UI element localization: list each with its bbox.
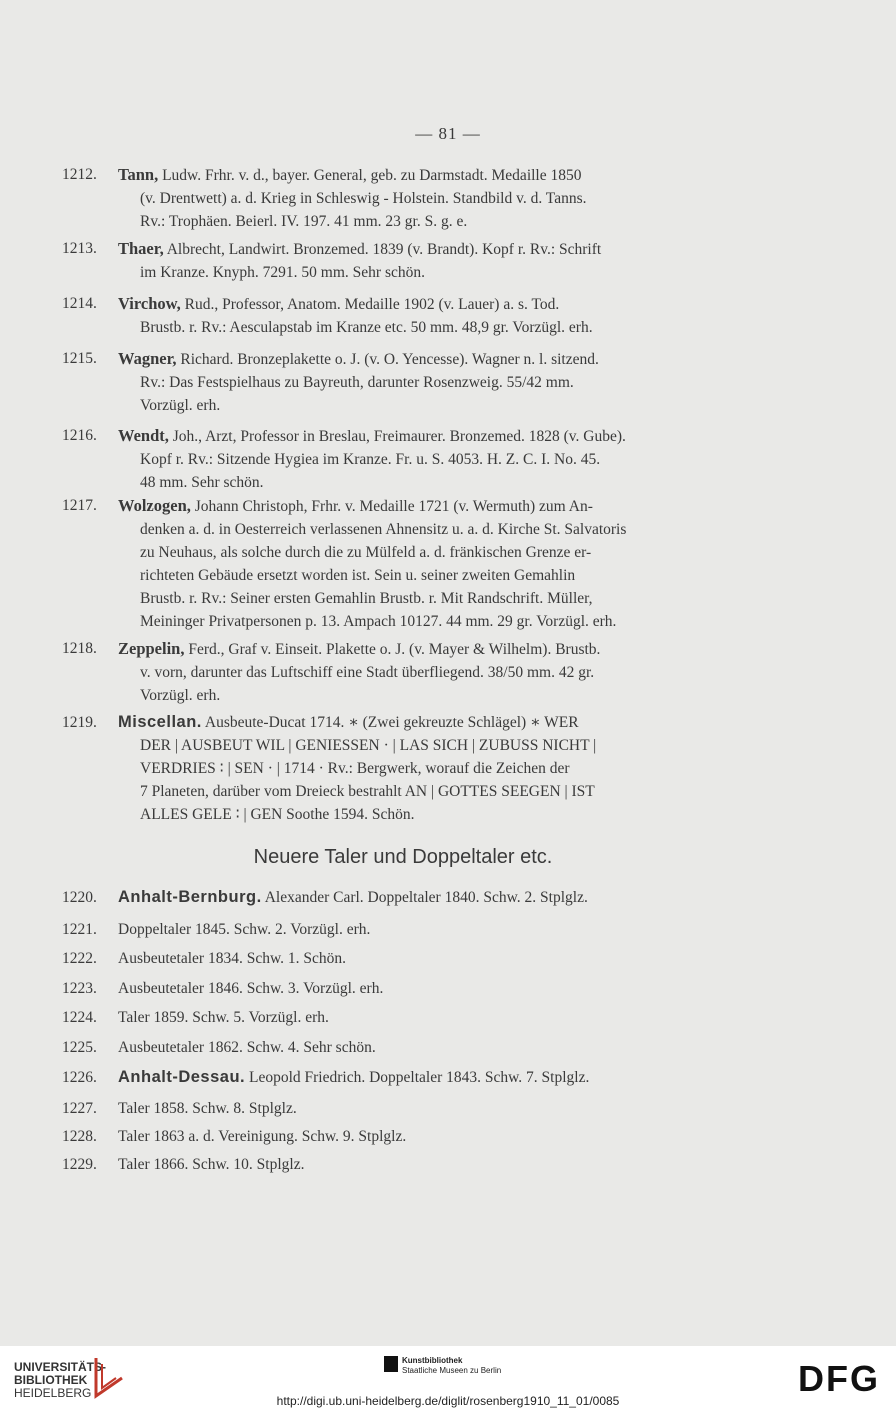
entry-name: Tann,	[118, 165, 159, 184]
entry-number: 1225.	[62, 1039, 97, 1056]
entry-line: zu Neuhaus, als solche durch die zu Mülfeld a. d. fränkischen Grenze er-	[140, 544, 592, 561]
entry-line: Brustb. r. Rv.: Aesculapstab im Kranze etc. 50 mm. 48,9 gr. Vorzügl. erh.	[140, 319, 593, 336]
source-url-link[interactable]: http://digi.ub.uni-heidelberg.de/diglit/rosenberg1910_11_01/0085	[276, 1394, 620, 1408]
entry-line: denken a. d. in Oesterreich verlassenen Ahnensitz u. a. d. Kirche St. Salvatoris	[140, 521, 627, 538]
entry-line: Ausbeutetaler 1862. Schw. 4. Sehr schön.	[118, 1039, 376, 1056]
entry-number: 1220.	[62, 889, 97, 906]
dfg-logo: DFG	[798, 1358, 880, 1399]
entry-line: Ausbeute-Ducat 1714. ∗ (Zwei gekreuzte Schlägel) ∗ WER	[201, 714, 579, 731]
entry-name: Miscellan.	[118, 713, 202, 731]
entry-line: Alexander Carl. Doppeltaler 1840. Schw. 2. Stplglz.	[261, 889, 588, 906]
entry-name: Anhalt-Dessau.	[118, 1068, 246, 1086]
entry-number: 1217.	[62, 497, 97, 514]
entry-number: 1227.	[62, 1100, 97, 1117]
entry-line: Vorzügl. erh.	[140, 687, 221, 704]
entry-line: Taler 1859. Schw. 5. Vorzügl. erh.	[118, 1009, 329, 1026]
entry-line: DER | AUSBEUT WIL | GENIESSEN · | LAS SICH | ZUBUSS NICHT |	[140, 737, 597, 754]
entry-number: 1218.	[62, 640, 97, 657]
entry-line: Ausbeutetaler 1846. Schw. 3. Vorzügl. erh.	[118, 980, 384, 997]
entry-number: 1221.	[62, 921, 97, 938]
entry-line: Kopf r. Rv.: Sitzende Hygiea im Kranze. Fr. u. S. 4053. H. Z. C. I. No. 45.	[140, 451, 601, 468]
entry-number: 1219.	[62, 714, 97, 731]
entry-line: Leopold Friedrich. Doppeltaler 1843. Schw. 7. Stplglz.	[245, 1069, 590, 1086]
kunstbibliothek-logo	[384, 1356, 501, 1376]
entry-line: Vorzügl. erh.	[140, 397, 221, 414]
kb-line-1: Kunstbibliothek	[402, 1356, 463, 1365]
entry-name: Thaer,	[118, 239, 164, 258]
entry-number: 1229.	[62, 1156, 97, 1173]
entry-number: 1226.	[62, 1069, 97, 1086]
entry-line: Rv.: Das Festspielhaus zu Bayreuth, darunter Rosenzweig. 55/42 mm.	[140, 374, 574, 391]
entry-number: 1222.	[62, 950, 97, 967]
entry-line: (v. Drentwett) a. d. Krieg in Schleswig - Holstein. Standbild v. d. Tanns.	[140, 190, 587, 207]
entry-line: Joh., Arzt, Professor in Breslau, Freimaurer. Bronzemed. 1828 (v. Gube).	[168, 428, 626, 445]
entry-line: Taler 1866. Schw. 10. Stplglz.	[118, 1156, 305, 1173]
entry-line: Taler 1863 a. d. Vereinigung. Schw. 9. Stplglz.	[118, 1128, 407, 1145]
entry-line: Taler 1858. Schw. 8. Stplglz.	[118, 1100, 297, 1117]
entry-line: 48 mm. Sehr schön.	[140, 474, 264, 491]
ub-line-2: BIBLIOTHEK	[14, 1373, 88, 1387]
entry-name: Virchow,	[118, 294, 181, 313]
entry-number: 1224.	[62, 1009, 97, 1026]
kb-line-2: Staatliche Museen zu Berlin	[402, 1366, 502, 1375]
entry-line: v. vorn, darunter das Luftschiff eine Stadt überfliegend. 38/50 mm. 42 gr.	[140, 664, 595, 681]
entry-line: Meininger Privatpersonen p. 13. Ampach 10127. 44 mm. 29 gr. Vorzügl. erh.	[140, 613, 617, 630]
entry-number: 1216.	[62, 427, 97, 444]
entry-line: Ferd., Graf v. Einseit. Plakette o. J. (v. Mayer & Wilhelm). Brustb.	[184, 641, 601, 658]
entry-number: 1214.	[62, 295, 97, 312]
entry-line: Brustb. r. Rv.: Seiner ersten Gemahlin Brustb. r. Mit Randschrift. Müller,	[140, 590, 593, 607]
entry-name: Wendt,	[118, 426, 169, 445]
kunstbibliothek-mark-icon	[384, 1356, 398, 1372]
entry-line: Albrecht, Landwirt. Bronzemed. 1839 (v. Brandt). Kopf r. Rv.: Schrift	[163, 241, 602, 258]
footer-bar	[0, 1346, 896, 1410]
entry-line: ALLES GELE ∶ | GEN Soothe 1594. Schön.	[140, 806, 415, 823]
entry-line: Ludw. Frhr. v. d., bayer. General, geb. zu Darmstadt. Medaille 1850	[158, 167, 582, 184]
entry-line: Johann Christoph, Frhr. v. Medaille 1721 (v. Wermuth) zum An-	[190, 498, 593, 515]
entry-number: 1228.	[62, 1128, 97, 1145]
ub-line-1: UNIVERSITÄTS-	[14, 1360, 107, 1374]
ub-line-3: HEIDELBERG	[14, 1386, 92, 1400]
entry-number: 1212.	[62, 166, 97, 183]
section-heading: Neuere Taler und Doppeltaler etc.	[253, 846, 553, 868]
entry-line: richteten Gebäude ersetzt worden ist. Sein u. seiner zweiten Gemahlin	[140, 567, 576, 584]
entry-line: VERDRIES ∶ | SEN · | 1714 · Rv.: Bergwerk, worauf die Zeichen der	[140, 760, 570, 777]
page-number: — 81 —	[415, 124, 481, 143]
entry-line: im Kranze. Knyph. 7291. 50 mm. Sehr schön.	[140, 264, 425, 281]
entry-name: Zeppelin,	[118, 639, 185, 658]
entry-name: Wolzogen,	[118, 496, 191, 515]
entry-name: Wagner,	[118, 349, 177, 368]
entry-line: Rud., Professor, Anatom. Medaille 1902 (v. Lauer) a. s. Tod.	[180, 296, 560, 313]
entry-line: 7 Planeten, darüber vom Dreieck bestrahlt AN | GOTTES SEEGEN | IST	[140, 783, 595, 800]
entry-line: Rv.: Trophäen. Beierl. IV. 197. 41 mm. 23 gr. S. g. e.	[140, 213, 468, 230]
entry-line: Doppeltaler 1845. Schw. 2. Vorzügl. erh.	[118, 921, 371, 938]
entry-name: Anhalt-Bernburg.	[118, 888, 262, 906]
entry-line: Richard. Bronzeplakette o. J. (v. O. Yencesse). Wagner n. l. sitzend.	[176, 351, 599, 368]
entry-line: Ausbeutetaler 1834. Schw. 1. Schön.	[118, 950, 347, 967]
entry-number: 1223.	[62, 980, 97, 997]
entry-number: 1215.	[62, 350, 97, 367]
entry-number: 1213.	[62, 240, 97, 257]
